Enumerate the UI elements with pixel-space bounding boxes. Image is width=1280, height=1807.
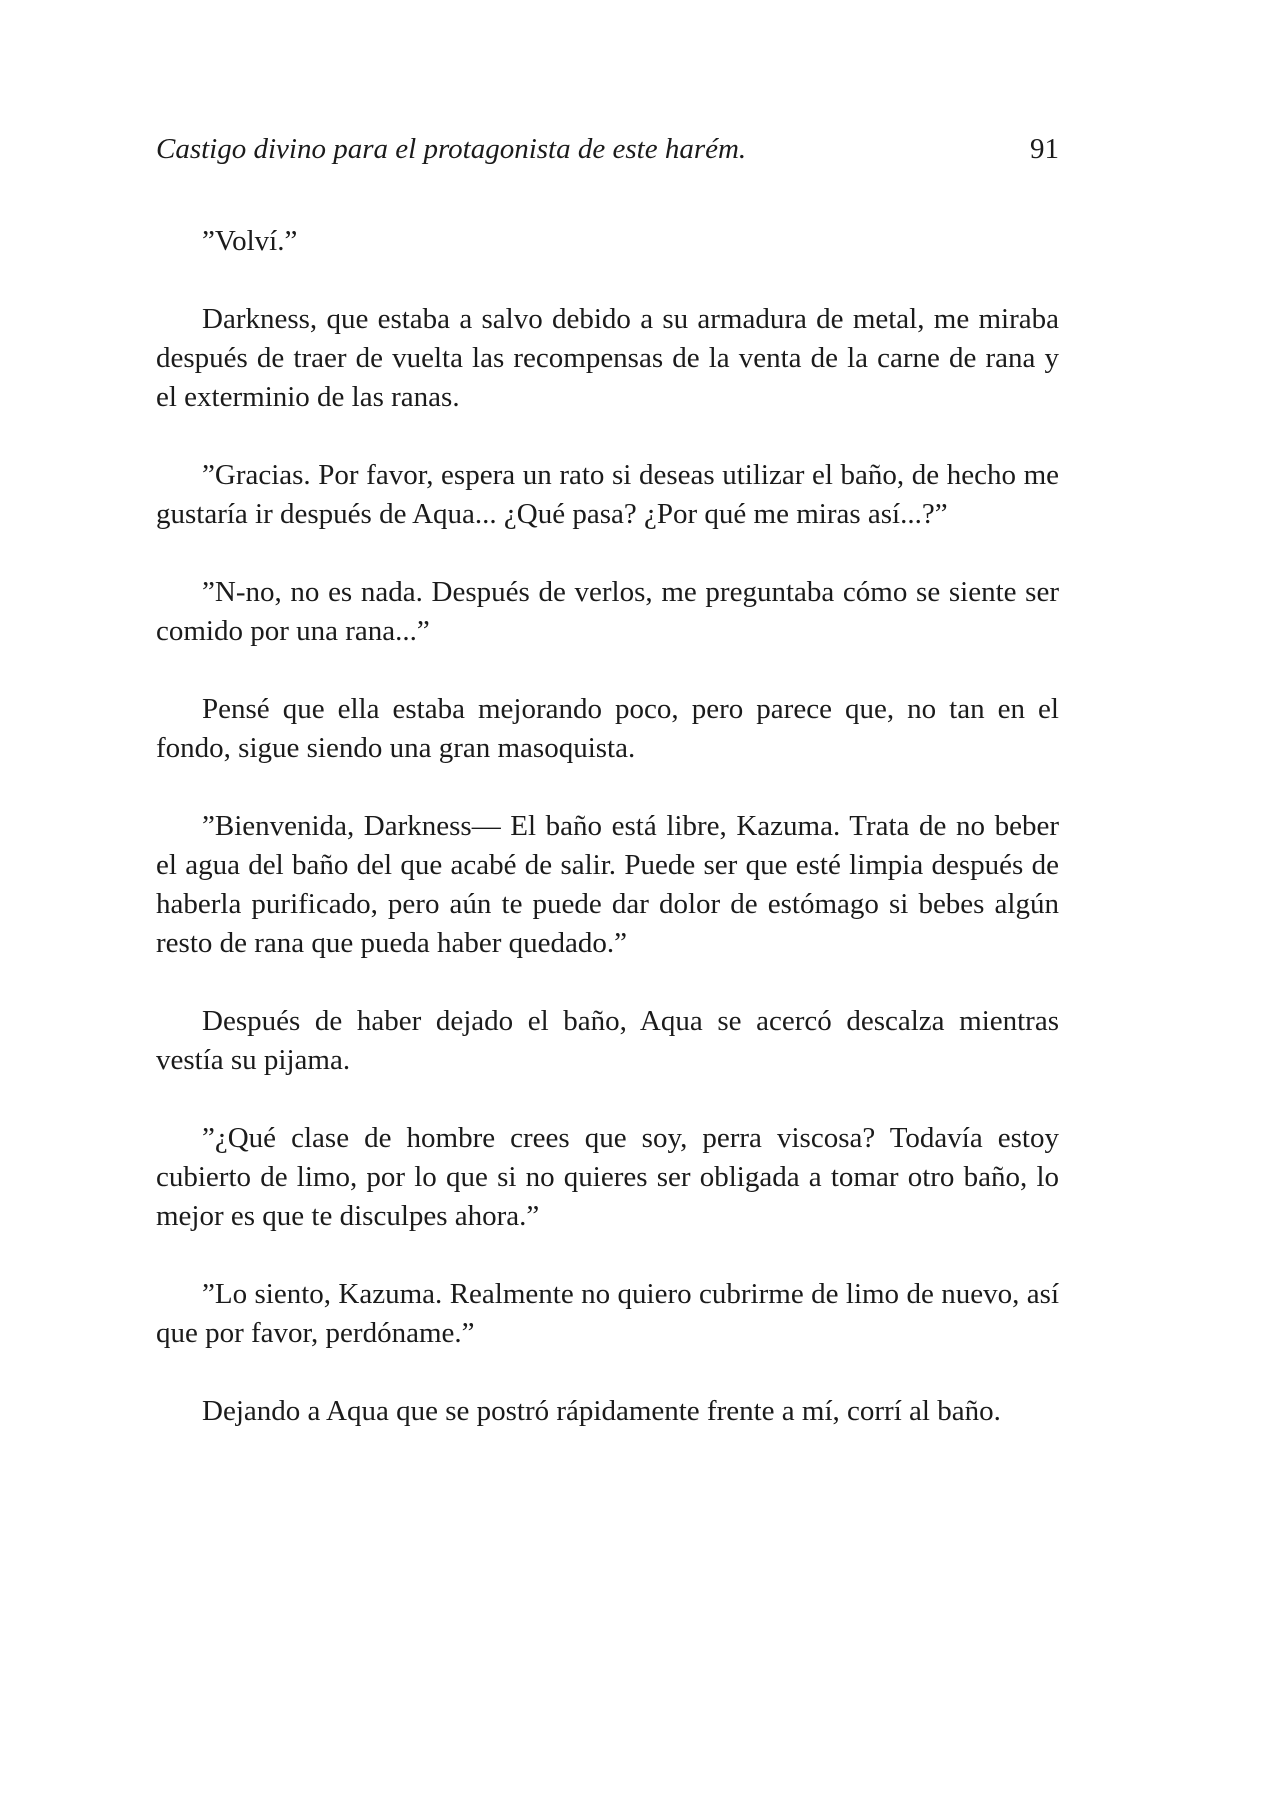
running-header — [156, 130, 1059, 168]
paragraph: ”Gracias. Por favor, espera un rato si deseas utilizar el baño, de hecho me gustaría ir después de Aqua... ¿Qué pasa? ¿Por qué me miras así...?” — [156, 459, 1059, 530]
paragraph: ”Lo siento, Kazuma. Realmente no quiero cubrirme de limo de nuevo, así que por favor, perdóname.” — [156, 1278, 1059, 1349]
body-text — [156, 222, 1059, 1470]
running-title: Castigo divino para el protagonista de este harém. — [156, 133, 747, 165]
book-page — [156, 0, 1059, 1807]
paragraph: ”¿Qué clase de hombre crees que soy, perra viscosa? Todavía estoy cubierto de limo, por lo que si no quieres ser obligada a tomar otro baño, lo mejor es que te disculpes ahora.” — [156, 1122, 1059, 1232]
paragraph: ”Volví.” — [202, 225, 298, 257]
paragraph: Pensé que ella estaba mejorando poco, pero parece que, no tan en el fondo, sigue siendo una gran masoquista. — [156, 693, 1059, 764]
page-number: 91 — [1030, 133, 1059, 165]
paragraph: Darkness, que estaba a salvo debido a su armadura de metal, me miraba después de traer de vuelta las recompensas de la venta de la carne de rana y el exterminio de las ranas. — [156, 303, 1059, 413]
paragraph: ”Bienvenida, Darkness— El baño está libre, Kazuma. Trata de no beber el agua del baño del que acabé de salir. Puede ser que esté limpia después de haberla purificado, pero aún te puede dar dolor de estómago si bebes algún resto de rana que pueda haber quedado.” — [156, 810, 1059, 959]
paragraph: Dejando a Aqua que se postró rápidamente frente a mí, corrí al baño. — [202, 1395, 1001, 1427]
paragraph: ”N-no, no es nada. Después de verlos, me preguntaba cómo se siente ser comido por una rana...” — [156, 576, 1059, 647]
paragraph: Después de haber dejado el baño, Aqua se acercó descalza mientras vestía su pijama. — [156, 1005, 1059, 1076]
